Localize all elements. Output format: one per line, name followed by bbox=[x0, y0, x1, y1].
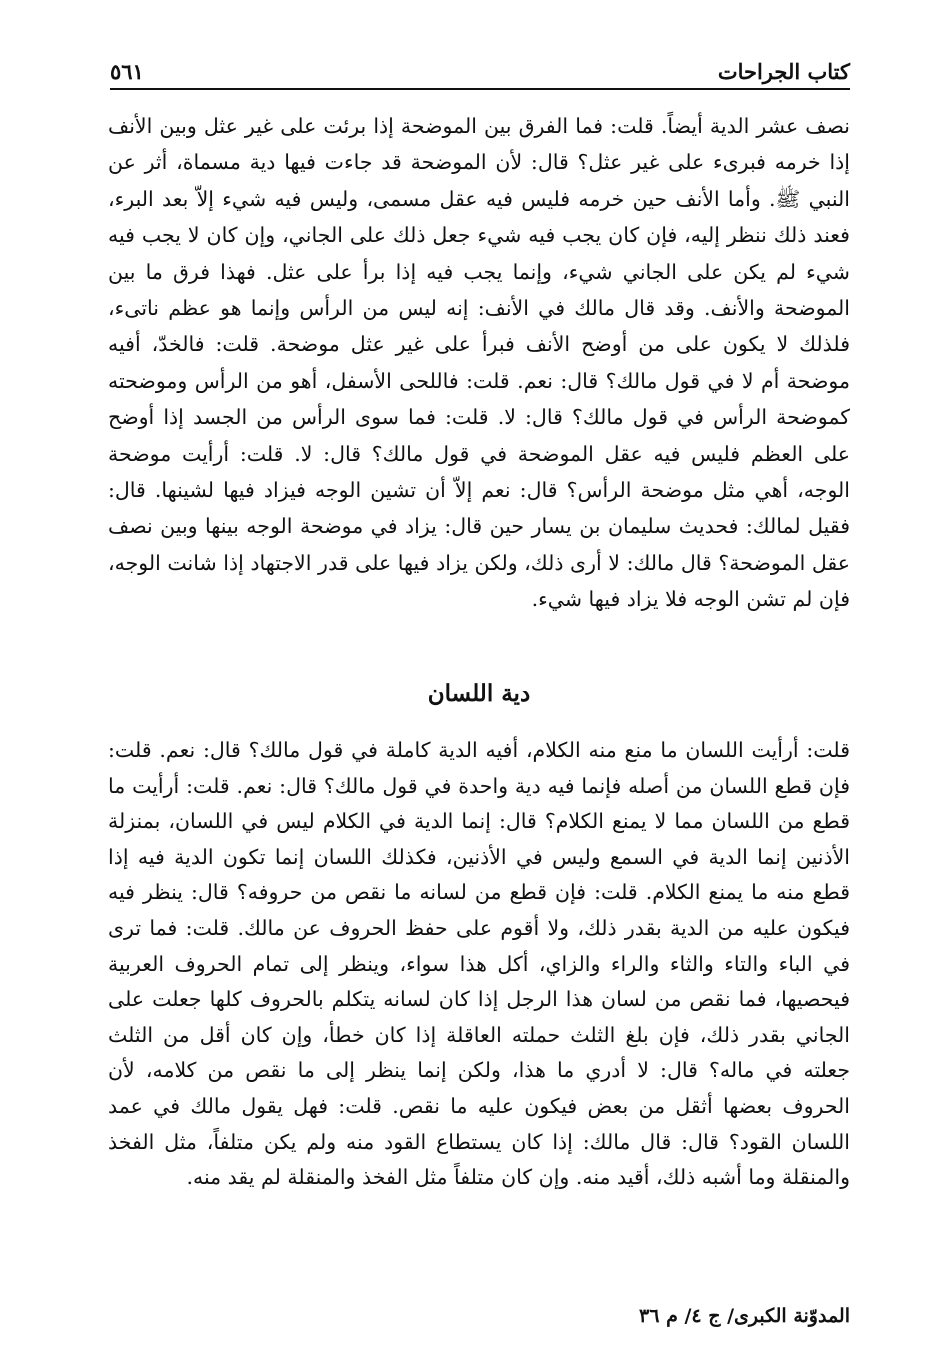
running-title: كتاب الجراحات bbox=[717, 59, 850, 84]
body-paragraph-1 bbox=[108, 108, 850, 618]
section-title: دية اللسان bbox=[427, 680, 531, 707]
paragraph-text: قلت: أرأيت اللسان ما منع منه الكلام، أفيه الدية كاملة في قول مالك؟ قال: نعم. قلت: فإن قطع اللسان من أصله فإنما فيه دية واحدة في قول مالك؟ قال: نعم. قلت: أرأيت ما قطع من اللسان مما لا يمنع الكلام؟ قال: إنما الدية في الكلام ليس في اللسان، بمنزلة الأذنين إنما الدية في السمع وليس في الأذنين، فكذلك اللسان إنما تكون الدية فيه إذا قطع منه ما يمنع الكلام. قلت: فإن قطع من لسانه ما نقص من حروفه؟ قال: ينظر فيه فيكون عليه من الدية بقدر ذلك، ولا أقوم على حفظ الحروف عن مالك. قلت: فما ترى في الباء والتاء والثاء والراء والزاي، أكل هذا سواء، وينظر إلى تمام الحروف العربية فيحصيها، فما نقص من لسان هذا الرجل إذا كان لسانه يتكلم بالحروف كلها جعلت على الجاني بقدر ذلك، فإن بلغ الثلث حملته العاقلة إذا كان خطأ، وإن كان أقل من الثلث جعلته في ماله؟ قال: لا أدري ما هذا، ولكن إنما ينظر إلى ما نقص من كلامه، لأن الحروف بعضها أثقل من بعض فيكون عليه ما نقص. قلت: فهل يقول مالك في عمد اللسان القود؟ قال: قال مالك: إذا كان يستطاع القود منه ولم يكن متلفاً، مثل الفخذ والمنقلة وما أشبه ذلك، أقيد منه. وإن كان متلفاً مثل الفخذ والمنقلة لم يقد منه. bbox=[108, 738, 850, 1190]
page-footer: المدوّنة الكبرى/ ج ٤/ م ٣٦ bbox=[639, 1305, 850, 1327]
page-number: ٥٦١ bbox=[110, 59, 144, 84]
paragraph-text: نصف عشر الدية أيضاً. قلت: فما الفرق بين الموضحة إذا برئت على غير عثل وبين الأنف إذا خرمه فبرىء على غير عثل؟ قال: لأن الموضحة قد جاءت فيها دية مسماة، أثر عن النبي ﷺ. وأما الأنف حين خرمه فليس فيه عقل مسمى، وليس فيه شيء إلاّ بعد البرء، فعند ذلك ننظر إليه، فإن كان يجب فيه شيء جعل ذلك على الجاني، وإن كان لا يجب فيه شيء لم يكن على الجاني شيء، وإنما يجب فيه إذا برأ على عثل. فهذا فرق ما بين الموضحة والأنف. وقد قال مالك في الأنف: إنه ليس من الرأس وإنما هو عظم ناتىء، فلذلك لا يكون على من أوضح الأنف فبرأ على غير عثل موضحة. قلت: فالخدّ، أفيه موضحة أم لا في قول مالك؟ قال: نعم. قلت: فاللحى الأسفل، أهو من الرأس وموضحته كموضحة الرأس في قول مالك؟ قال: لا. قلت: فما سوى الرأس من الجسد إذا أوضح على العظم فليس فيه عقل الموضحة في قول مالك؟ قال: لا. قلت: أرأيت موضحة الوجه، أهي مثل موضحة الرأس؟ قال: نعم إلاّ أن تشين الوجه فيزاد فيها لشينها. قال: فقيل لمالك: فحديث سليمان بن يسار حين قال: يزاد في موضحة الوجه بينها وبين نصف عقل الموضحة؟ قال مالك: لا أرى ذلك، ولكن يزاد فيها على قدر الاجتهاد إذا شانت الوجه، فإن لم تشن الوجه فلا يزاد فيها شيء. bbox=[108, 114, 850, 612]
page-header bbox=[110, 44, 850, 90]
body-paragraph-2 bbox=[108, 733, 850, 1196]
